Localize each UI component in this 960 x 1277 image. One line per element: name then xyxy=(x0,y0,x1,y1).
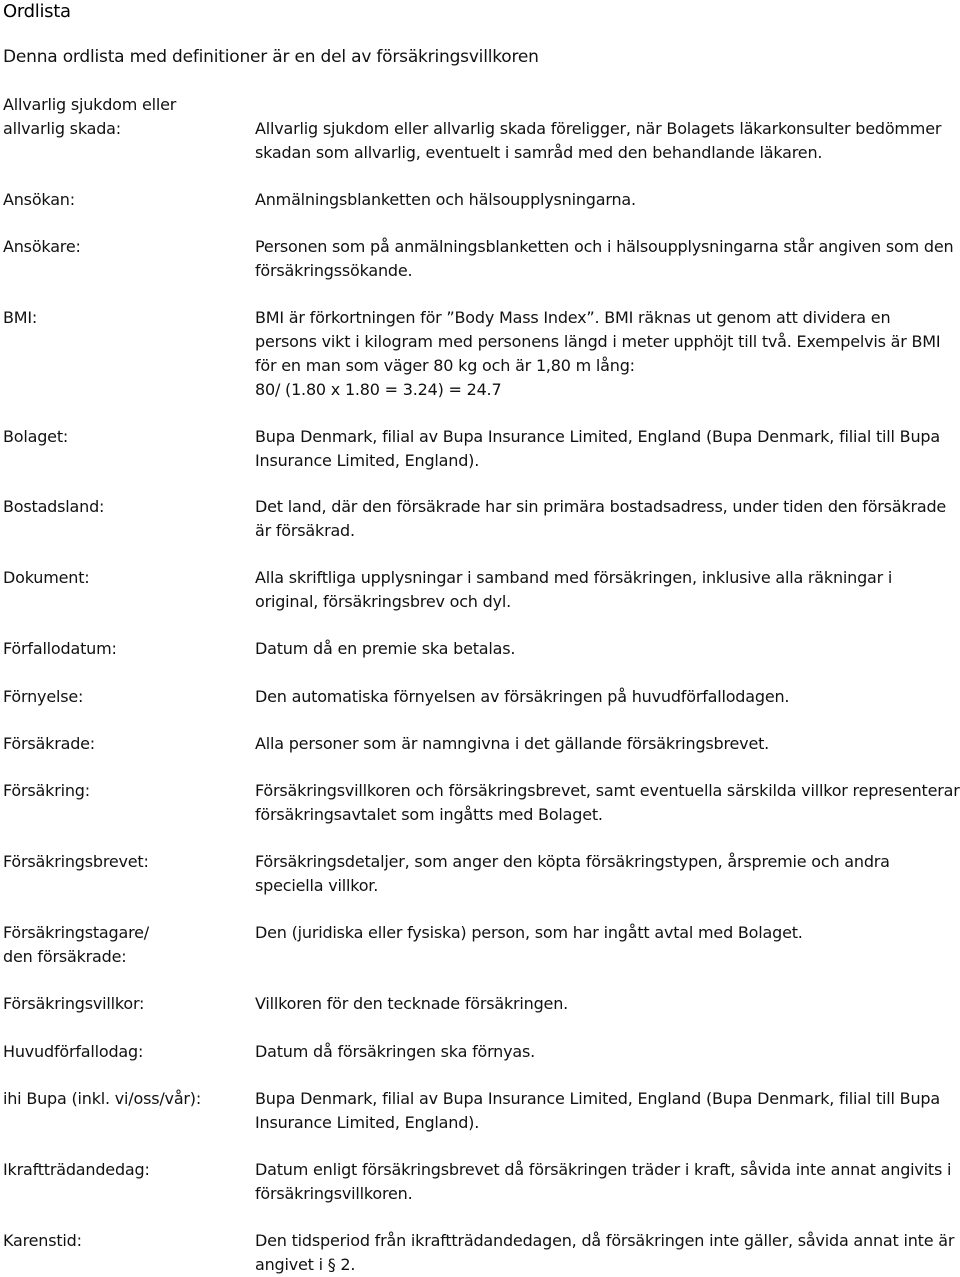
glossary-definition: Villkoren för den tecknade försäkringen. xyxy=(255,994,569,1013)
glossary-term: Försäkring: xyxy=(3,781,90,800)
glossary-term: Ansökan: xyxy=(3,190,75,209)
glossary-term: Försäkringsbrevet: xyxy=(3,852,149,871)
intro-text: Denna ordlista med definitioner är en del av försäkringsvillkoren xyxy=(3,47,539,67)
glossary-term: Karenstid: xyxy=(3,1231,82,1250)
glossary-definition: Det land, där den försäkrade har sin primära bostadsadress, under tiden den försäkrade är försäkrad. xyxy=(255,497,947,540)
glossary-definition: Försäkringsdetaljer, som anger den köpta försäkringstypen, årspremie och andra speciella villkor. xyxy=(255,852,890,895)
glossary-definition: BMI är förkortningen för ”Body Mass Index”. BMI räknas ut genom att dividera en persons vikt i kilogram med personens längd i meter upphöjt till två. Exempelvis är BMI för en man som väger 80 kg och är 1,80 m lång: 80/ (1.80 x 1.80 = 3.24) = 24.7 xyxy=(255,308,941,399)
glossary-term: BMI: xyxy=(3,308,38,327)
glossary-term: Försäkrade: xyxy=(3,734,95,753)
glossary-term: Ikraftträdandedag: xyxy=(3,1160,150,1179)
glossary-definition: Datum enligt försäkringsbrevet då försäkringen träder i kraft, såvida inte annat angivits i försäkringsvillkoren. xyxy=(255,1160,952,1203)
glossary-term: Försäkringsvillkor: xyxy=(3,994,145,1013)
glossary-term: Huvudförfallodag: xyxy=(3,1042,144,1061)
glossary-definition: Den automatiska förnyelsen av försäkringen på huvudförfallodagen. xyxy=(255,687,790,706)
glossary-term: Försäkringstagare/ den försäkrade: xyxy=(3,923,149,966)
glossary-term: Bostadsland: xyxy=(3,497,105,516)
glossary-definition: Den (juridiska eller fysiska) person, som har ingått avtal med Bolaget. xyxy=(255,923,803,942)
glossary-term: ihi Bupa (inkl. vi/oss/vår): xyxy=(3,1089,202,1108)
glossary-definition: Bupa Denmark, filial av Bupa Insurance Limited, England (Bupa Denmark, filial till Bupa Insurance Limited, England). xyxy=(255,427,940,470)
page-title: Ordlista xyxy=(3,1,71,22)
glossary-definition: Bupa Denmark, filial av Bupa Insurance Limited, England (Bupa Denmark, filial till Bupa Insurance Limited, England). xyxy=(255,1089,940,1132)
glossary-definition: Alla skriftliga upplysningar i samband med försäkringen, inklusive alla räkningar i original, försäkringsbrev och dyl. xyxy=(255,568,893,611)
glossary-definition: Anmälningsblanketten och hälsoupplysningarna. xyxy=(255,190,636,209)
glossary-term: Förnyelse: xyxy=(3,687,84,706)
glossary-definition: Datum då försäkringen ska förnyas. xyxy=(255,1042,536,1061)
glossary-term: Förfallodatum: xyxy=(3,639,117,658)
glossary-term: Bolaget: xyxy=(3,427,69,446)
glossary-definition: Den tidsperiod från ikraftträdandedagen, då försäkringen inte gäller, såvida annat inte är angivet i § 2. xyxy=(255,1231,955,1274)
glossary-definition: Personen som på anmälningsblanketten och i hälsoupplysningarna står angiven som den försäkringssökande. xyxy=(255,237,954,280)
glossary-definition: Allvarlig sjukdom eller allvarlig skada föreligger, när Bolagets läkarkonsulter bedömmer skadan som allvarlig, eventuelt i samråd med den behandlande läkaren. xyxy=(255,119,942,162)
glossary-term: Dokument: xyxy=(3,568,90,587)
glossary-term: Ansökare: xyxy=(3,237,81,256)
glossary-definition: Försäkringsvillkoren och försäkringsbrevet, samt eventuella särskilda villkor representerar försäkringsavtalet som ingåtts med Bolaget. xyxy=(255,781,960,824)
glossary-definition: Datum då en premie ska betalas. xyxy=(255,639,516,658)
glossary-term: Allvarlig sjukdom eller allvarlig skada: xyxy=(3,95,177,138)
glossary-definition: Alla personer som är namngivna i det gällande försäkringsbrevet. xyxy=(255,734,770,753)
